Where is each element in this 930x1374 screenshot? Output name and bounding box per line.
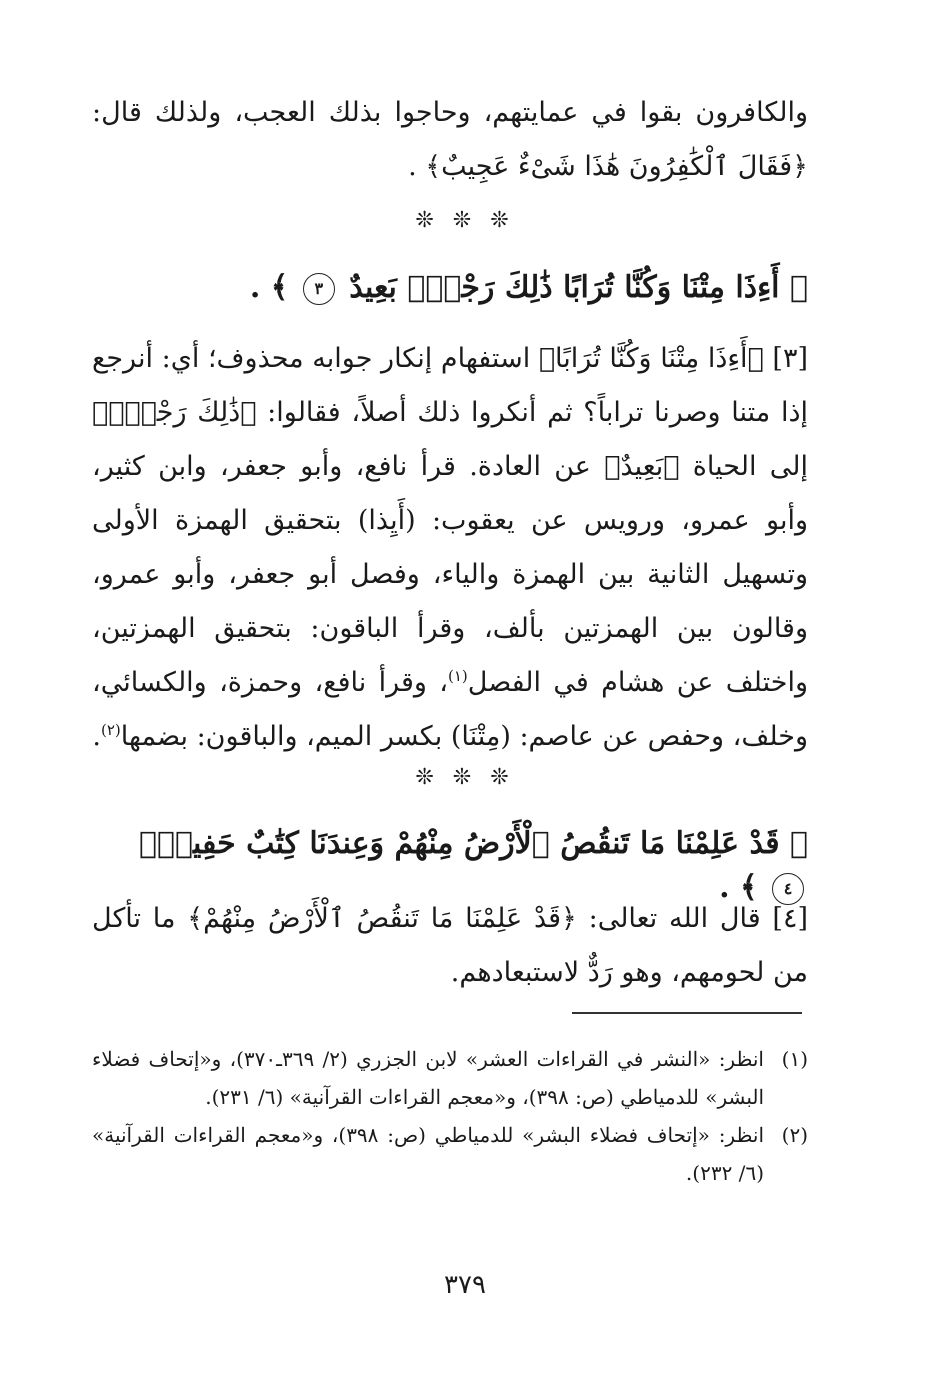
footnote-divider [572,1012,802,1014]
commentary-paragraph-3 [92,332,808,764]
verse-open-bracket: ﴿ [789,270,808,305]
commentary-text: [٣] ﴿أَءِذَا مِتْنَا وَكُنَّا تُرَابًا﴾ استفهام إنكار جوابه محذوف؛ أي: أنرجع إذا متنا وصرنا تراباً؟ ثم أنكروا ذلك أصلاً، فقالوا: ﴿ذَٰلِكَ رَجْعٌۢ﴾ إلى الحياة ﴿بَعِيدٌ﴾ عن العادة. قرأ نافع، وأبو جعفر، وابن كثير، وأبو عمرو، ورويس عن يعقوب: (أَيِذا) بتحقيق الهمزة الأولى وتسهيل الثانية بين الهمزة والياء، وفصل أبو جعفر، وأبو عمرو، وقالون بين الهمزتين بألف، وقرأ الباقون: بتحقيق الهمزتين، واختلف عن هشام في الفصل [92,343,808,698]
section-separator: ❊ ❊ ❊ [415,765,515,790]
footnote-number: (٢) [781,1123,808,1147]
verse-heading-3 [92,266,808,310]
intro-paragraph [92,86,808,194]
footnote-reference-1[interactable]: (١) [447,667,468,685]
ayah-number-marker: ٣ [303,273,335,305]
footnotes-section [92,1040,808,1192]
intro-text: والكافرون بقوا في عمايتهم، وحاجوا بذلك العجب، ولذلك قال: ﴿فَقَالَ ٱلْكَٰفِرُونَ هَٰذَا شَىْءٌ عَجِيبٌ﴾ . [92,97,808,182]
commentary-paragraph-4 [92,892,808,1000]
verse-close-bracket: ﴾ . [249,270,289,305]
footnote-item [92,1040,808,1116]
commentary-text-continued: ، وقرأ نافع، وحمزة، والكسائي، وخلف، وحفص عن عاصم: (مِتْنَا) بكسر الميم، والباقون: بضمها [92,667,808,752]
footnote-number: (١) [781,1047,808,1071]
footnote-reference-2[interactable]: (٢) [101,721,121,739]
footnote-text: انظر: «إتحاف فضلاء البشر» للدمياطي (ص: ٣٩٨)، و«معجم القراءات القرآنية» (٦/ ٢٣٢). [92,1123,764,1185]
commentary-text: [٤] قال الله تعالى: ﴿قَدْ عَلِمْنَا مَا تَنقُصُ ٱلْأَرْضُ مِنْهُمْ﴾ ما تأكل من لحومهم، وهو رَدٌّ لاستبعادهم. [92,903,808,988]
section-separator: ❊ ❊ ❊ [415,208,515,233]
commentary-text-end: . [92,721,101,752]
footnote-text: انظر: «النشر في القراءات العشر» لابن الجزري (٢/ ٣٦٩ـ٣٧٠)، و«إتحاف فضلاء البشر» للدمياطي (ص: ٣٩٨)، و«معجم القراءات القرآنية» (٦/ ٢٣١). [92,1047,764,1109]
footnote-item [92,1116,808,1192]
page-number: ٣٧٩ [444,1270,486,1300]
verse-open-bracket: ﴿ [789,826,808,861]
verse-close-bracket: ﴾ . [719,870,758,905]
ayah-number-marker: ٤ [772,873,804,905]
verse-text: أَءِذَا مِتْنَا وَكُنَّا تُرَابًا ذَٰلِكَ رَجْعٌۢ بَعِيدٌ [349,270,780,305]
verse-text: قَدْ عَلِمْنَا مَا تَنقُصُ ٱلْأَرْضُ مِنْهُمْ وَعِندَنَا كِتَٰبٌ حَفِيظٌۢ [138,826,780,861]
